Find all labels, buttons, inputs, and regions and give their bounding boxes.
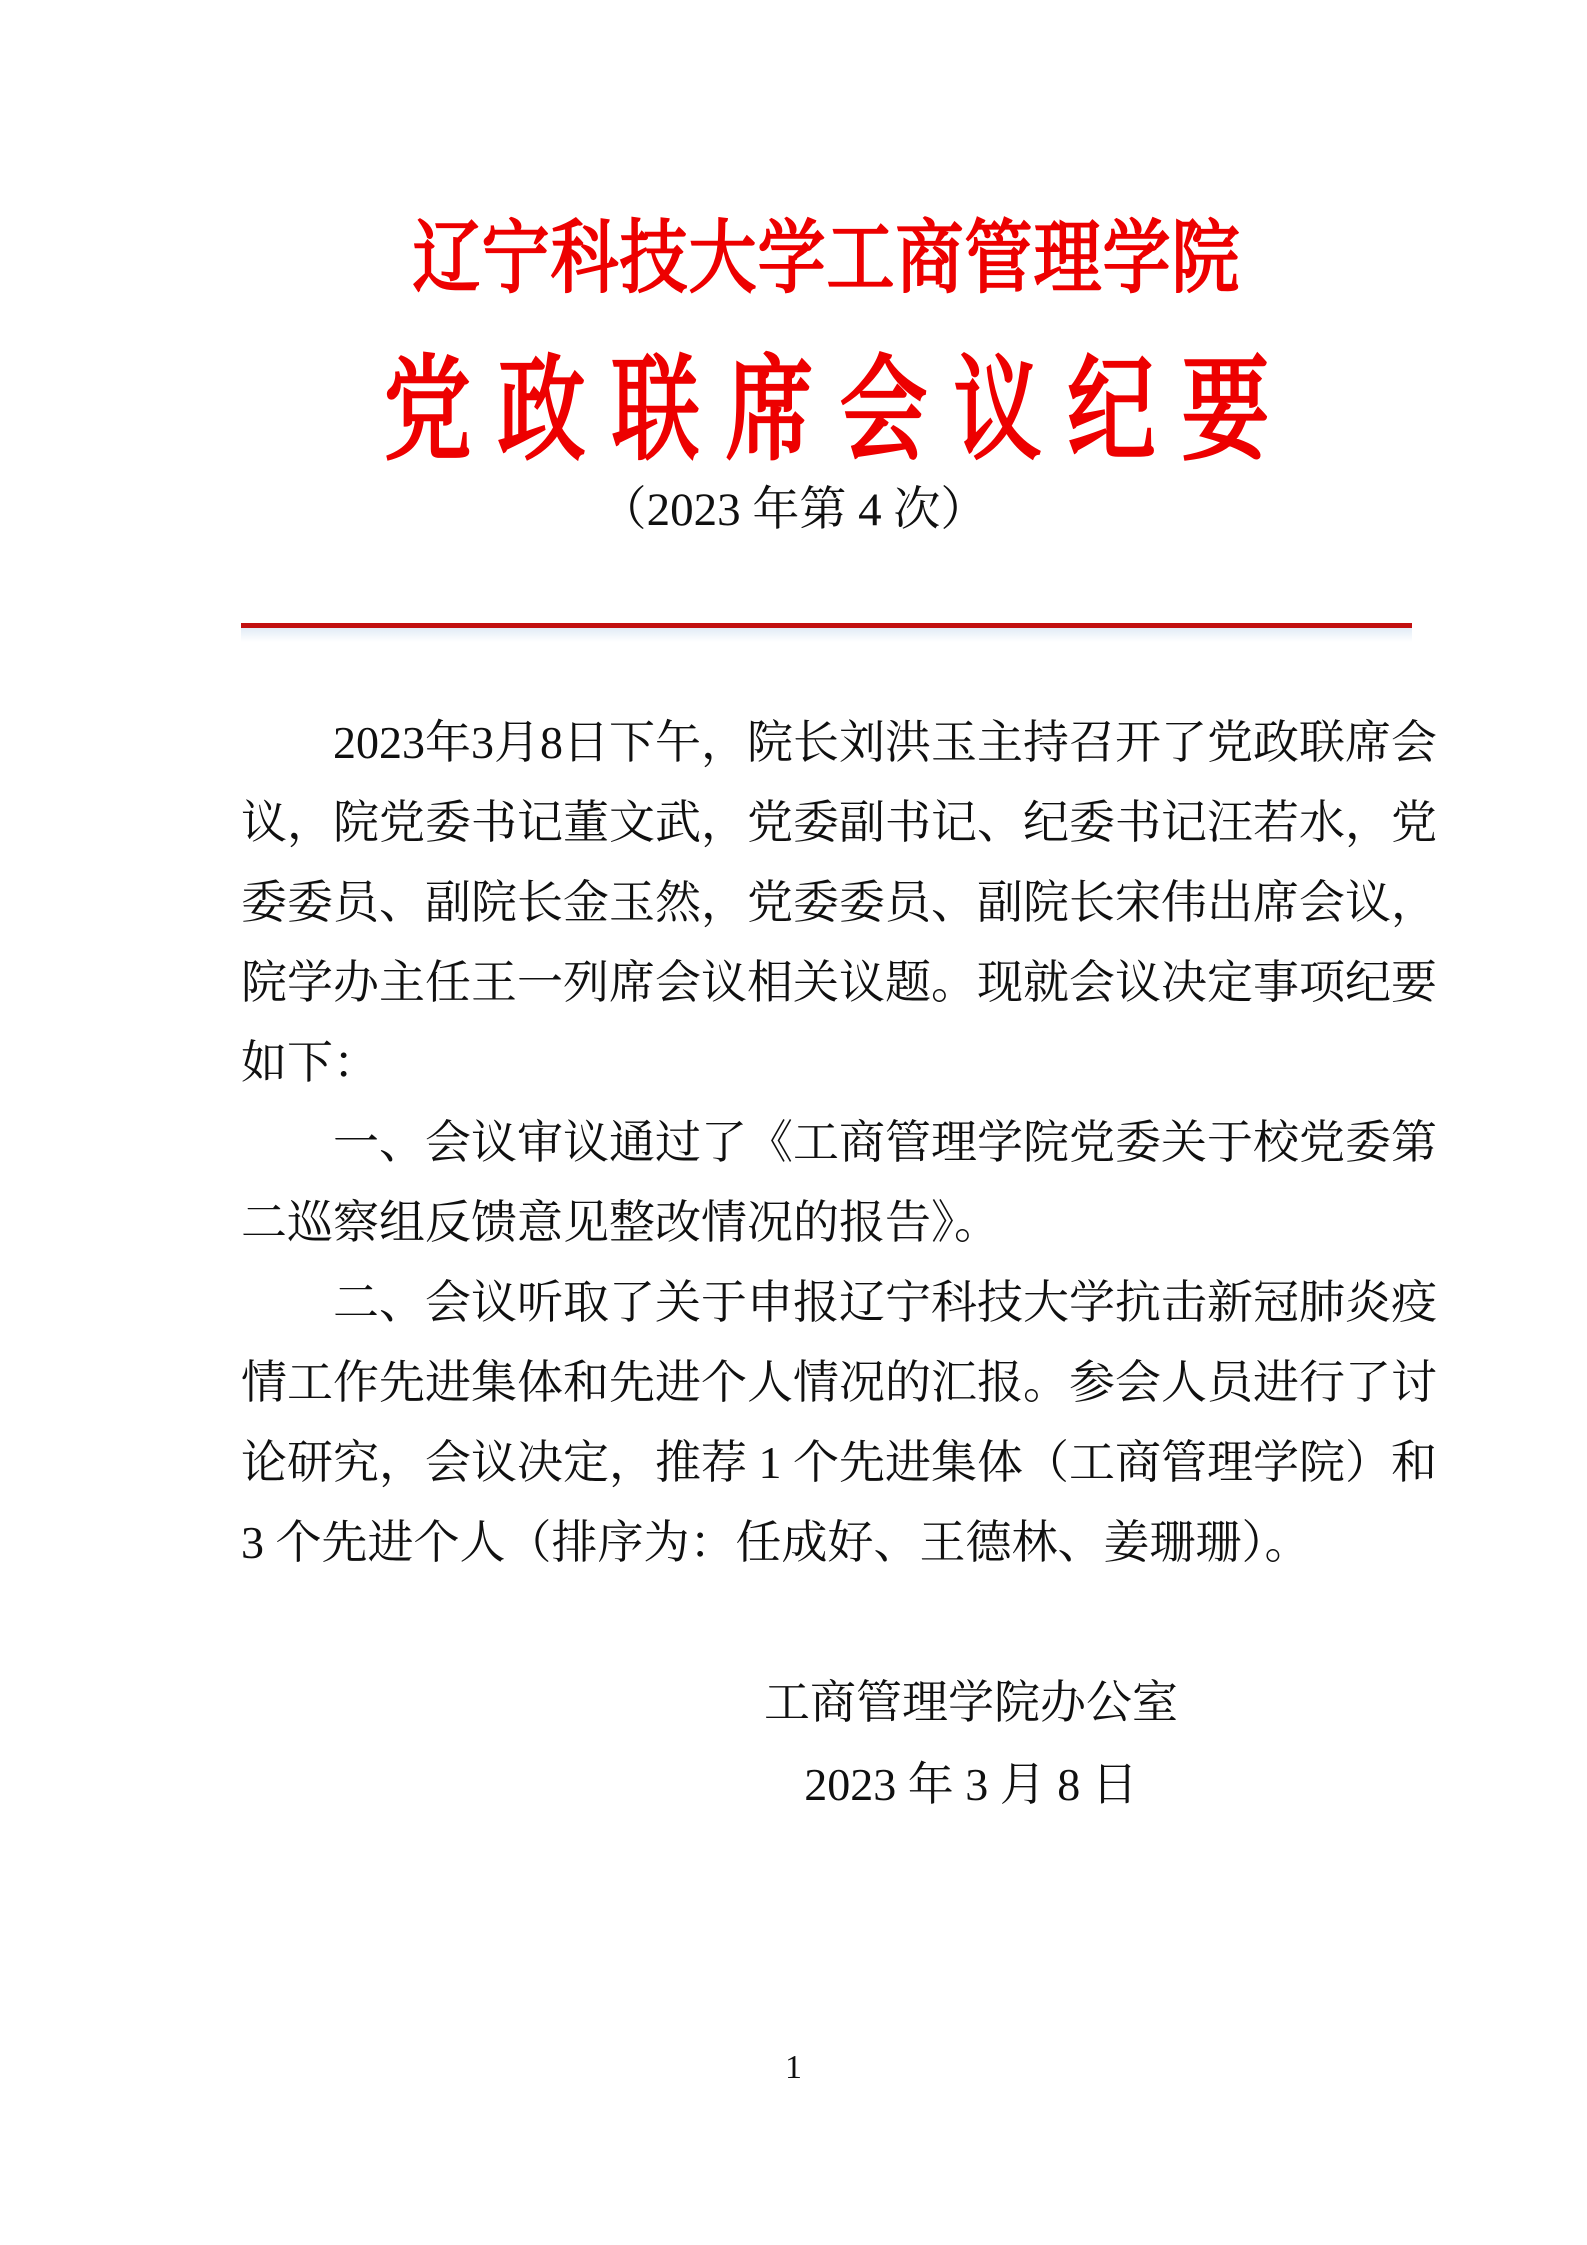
- doc-title-line2: 党政联席会议纪要: [383, 345, 1296, 475]
- body-line: 院学办主任王一列席会议相关议题。现就会议决定事项纪要: [241, 957, 1437, 1008]
- divider-rule-shadow: [241, 628, 1412, 642]
- body-line: 3 个先进个人（排序为：任成好、王德林、姜珊珊）。: [241, 1517, 1311, 1568]
- document-body: [241, 703, 1437, 1583]
- body-line: 二、会议听取了关于申报辽宁科技大学抗击新冠肺炎疫: [333, 1277, 1437, 1328]
- signature-org: 工商管理学院办公室: [764, 1677, 1178, 1728]
- signature-block: [731, 1662, 1211, 1826]
- body-line: 如下：: [241, 1037, 379, 1088]
- body-line: 2023年3月8日下午，院长刘洪玉主持召开了党政联席会: [333, 717, 1437, 768]
- body-line: 委委员、副院长金玉然，党委委员、副院长宋伟出席会议，: [241, 877, 1437, 928]
- body-line: 议，院党委书记董文武，党委副书记、纪委书记汪若水，党: [241, 797, 1437, 848]
- body-line: 一、会议审议通过了《工商管理学院党委关于校党委第: [333, 1117, 1437, 1168]
- session-number: （2023 年第 4 次）: [599, 484, 988, 536]
- signature-date: 2023 年 3 月 8 日: [804, 1759, 1138, 1810]
- body-line: 论研究，会议决定，推荐 1 个先进集体（工商管理学院）和: [241, 1437, 1437, 1488]
- body-line: 二巡察组反馈意见整改情况的报告》。: [241, 1197, 1000, 1248]
- body-line: 情工作先进集体和先进个人情况的汇报。参会人员进行了讨: [241, 1357, 1437, 1408]
- page-number: 1: [785, 2049, 802, 2086]
- doc-title-line1: 辽宁科技大学工商管理学院: [412, 213, 1241, 304]
